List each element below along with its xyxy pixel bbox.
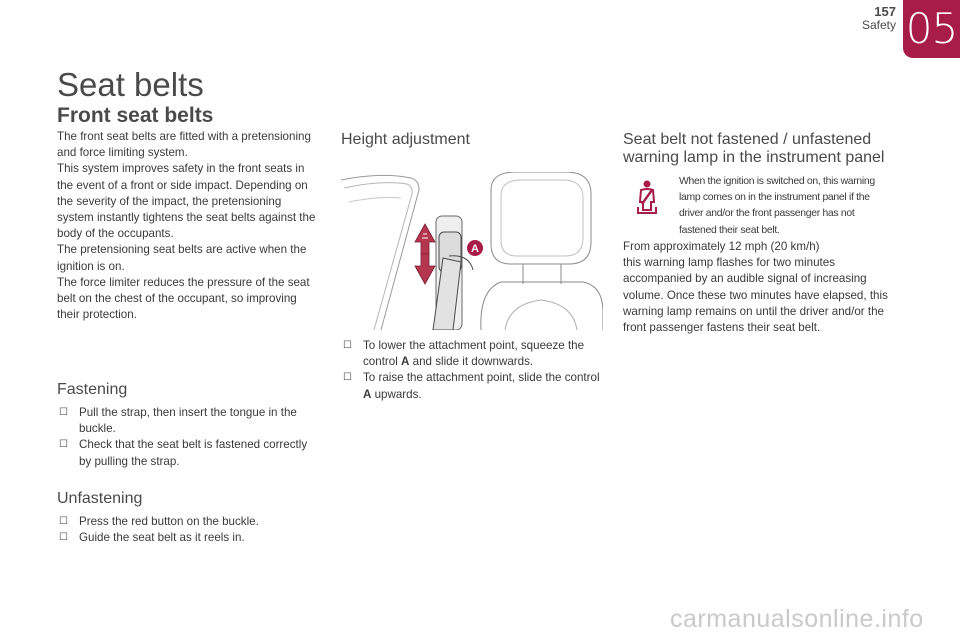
intro-paragraph: This system improves safety in the front seats in the event of a front or side impact. Depending on the severity of the impact, the pretensioning system instantly tightens the seat belts against the body of the occupants. [57, 162, 316, 241]
checkbox-bullet-icon: ☐ [59, 532, 68, 544]
unfastening-heading: Unfastening [57, 490, 143, 507]
fastening-steps [57, 405, 319, 470]
headrest-inner-line [501, 180, 583, 256]
page-title: Seat belts [57, 66, 204, 103]
step-text-start: To raise the attachment point, slide the control [363, 371, 600, 385]
warning-heading-line: Seat belt not fastened / unfastened [623, 131, 872, 148]
list-item [341, 370, 603, 402]
checkbox-bullet-icon: ☐ [59, 439, 68, 451]
door-frame-line [344, 183, 412, 330]
page-number: 157 [874, 4, 896, 19]
checkbox-bullet-icon: ☐ [343, 372, 352, 384]
control-label: A [401, 355, 410, 369]
warning-body-text: this warning lamp flashes for two minutes accompanied by an audible signal of increasing volume. Once these two minutes have elapsed, this warning lamp remains on until the driver and/or the front passenger fastens their seat belt. [623, 256, 888, 335]
list-item [57, 514, 319, 530]
intro-text [57, 129, 319, 323]
seat-belt-height-illustration [341, 172, 603, 330]
warning-lamp-description [623, 239, 893, 336]
warning-lamp-note: When the ignition is switched on, this warning lamp comes on in the instrument panel if the driver and/or the front passenger has not fastened their seat belt. [679, 176, 875, 236]
page-subtitle: Front seat belts [57, 104, 214, 127]
step-text-end: and slide it downwards. [409, 355, 534, 369]
figure-label: A [471, 243, 479, 255]
door-frame-line [349, 198, 401, 203]
headrest-outline [491, 172, 591, 264]
list-item [57, 530, 319, 546]
seat-back-outline [481, 282, 603, 330]
arrow-up-icon [415, 224, 435, 256]
checkbox-bullet-icon: ☐ [59, 407, 68, 418]
step-text: Pull the strap, then insert the tongue in the buckle. [79, 406, 297, 436]
seat-belt-warning-icon [634, 180, 660, 214]
intro-paragraph: The force limiter reduces the pressure of the seat belt on the chest of the occupant, so improving their protection. [57, 275, 310, 322]
warning-body-line: From approximately 12 mph (20 km/h) [623, 240, 820, 253]
warning-heading-line: warning lamp in the instrument panel [623, 149, 885, 166]
warning-lamp-heading [623, 131, 923, 167]
chapter-tab: 05 [903, 0, 960, 58]
step-text: Press the red button on the buckle. [79, 515, 259, 528]
step-text: Check that the seat belt is fastened correctly by pulling the strap. [79, 438, 308, 468]
list-item [341, 338, 603, 370]
step-text-end: upwards. [371, 387, 422, 401]
list-item [57, 405, 319, 437]
height-adjustment-heading: Height adjustment [341, 131, 470, 148]
checkbox-bullet-icon: ☐ [343, 340, 352, 351]
control-label: A [363, 387, 372, 401]
seat-back-stitch [505, 300, 577, 330]
section-label: Safety [861, 18, 896, 32]
intro-paragraph: The front seat belts are fitted with a pretensioning and force limiting system. [57, 130, 311, 160]
unfastening-steps [57, 514, 319, 546]
checkbox-bullet-icon: ☐ [59, 516, 68, 527]
arrow-down-icon [415, 254, 435, 284]
step-text: Guide the seat belt as it reels in. [79, 531, 245, 545]
list-item [57, 437, 319, 469]
fastening-heading: Fastening [57, 381, 128, 398]
step-text-start: To lower the attachment point, squeeze the control [363, 339, 585, 369]
intro-paragraph: The pretensioning seat belts are active when the ignition is on. [57, 243, 307, 273]
watermark: carmanualsonline.info [670, 605, 924, 633]
height-adjustment-steps [341, 338, 603, 403]
